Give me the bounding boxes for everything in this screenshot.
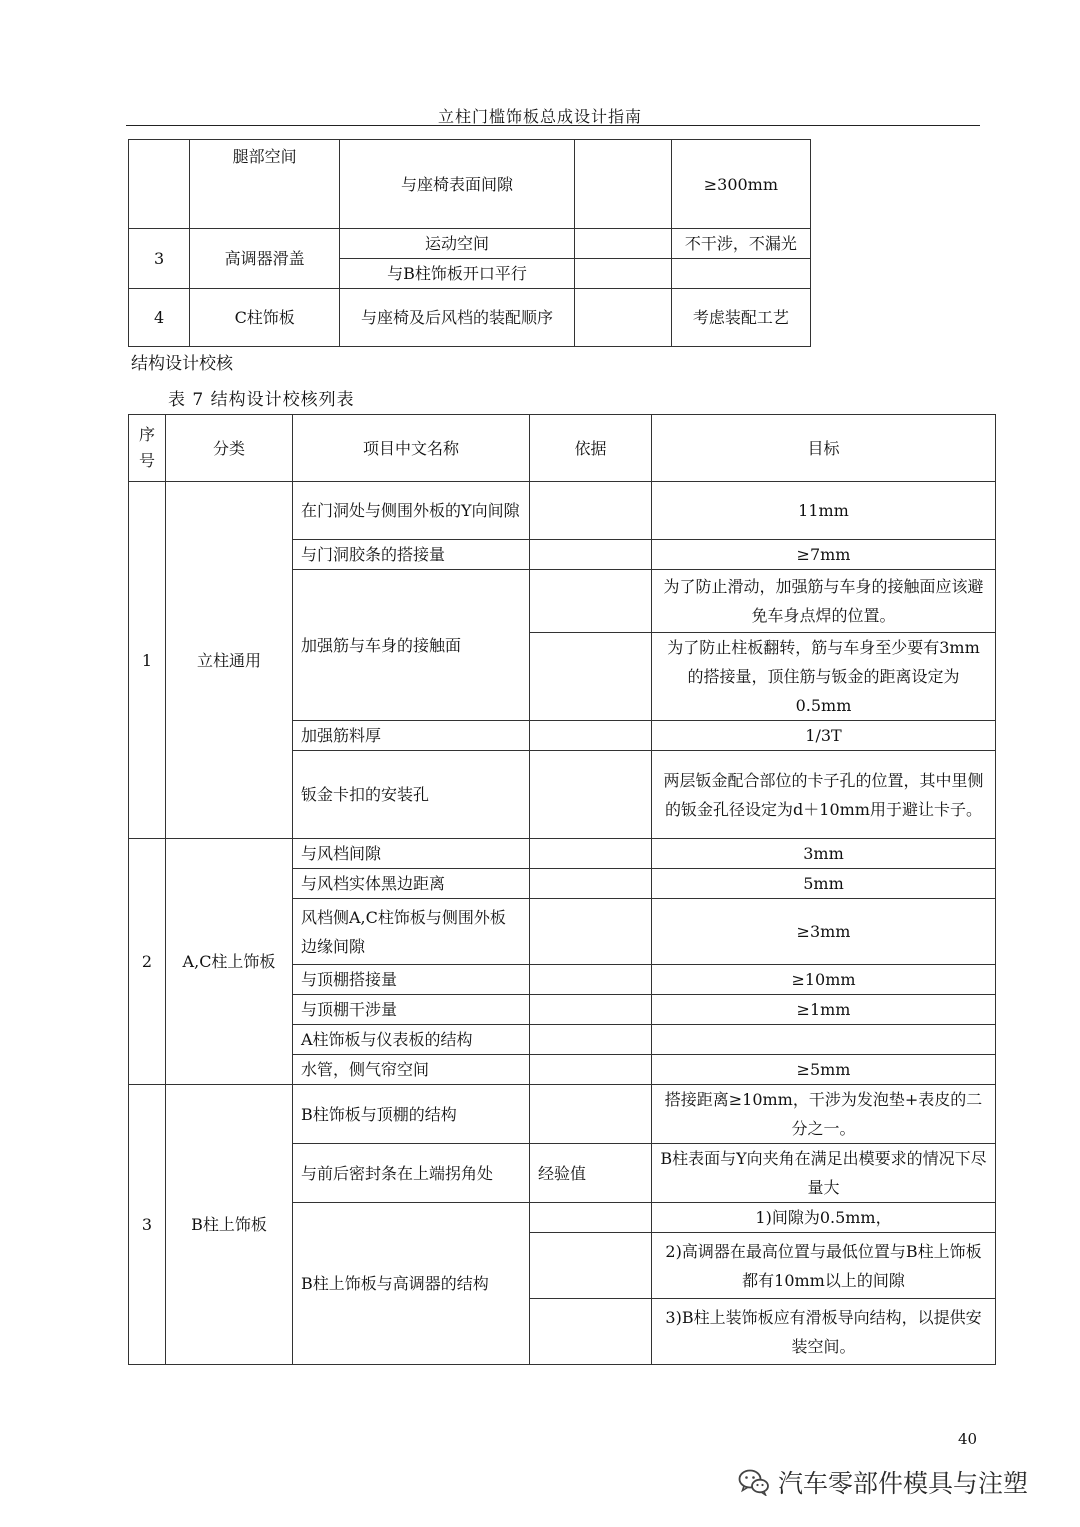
cell-basis [530,899,652,965]
cell-target: 搭接距离≥10mm，干涉为发泡垫+表皮的二分之一。 [652,1085,996,1144]
cell-item: B柱上饰板与高调器的结构 [293,1203,530,1365]
cell-target: 为了防止柱板翻转，筋与车身至少要有3mm的搭接量，顶住筋与钣金的距离设定为0.5mm [652,633,996,721]
cell-basis [530,540,652,570]
cell-basis [530,965,652,995]
cell-target [652,1025,996,1055]
cell-target: ≥5mm [652,1055,996,1085]
cell-target: 3)B柱上装饰板应有滑板导向结构，以提供安装空间。 [652,1299,996,1365]
cell-category: 立柱通用 [166,482,293,839]
cell-basis [530,995,652,1025]
cell-target: 5mm [652,869,996,899]
cell-item: 钣金卡扣的安装孔 [293,751,530,839]
table-caption: 表 7 结构设计校核列表 [168,390,355,410]
table-row [129,1085,996,1144]
cell-no: 4 [129,289,190,347]
cell-basis [530,482,652,540]
cell-category: A,C柱上饰板 [166,839,293,1085]
section-heading: 结构设计校核 [131,354,233,374]
cell-item: B柱饰板与顶棚的结构 [293,1085,530,1144]
cell-item: 与座椅及后风档的装配顺序 [340,289,574,347]
cell-item: 与门洞胶条的搭接量 [293,540,530,570]
cell-target: 1/3T [652,721,996,751]
cell-category: 高调器滑盖 [190,229,340,289]
cell-basis [530,1025,652,1055]
cell-target: 考虑装配工艺 [671,289,810,347]
header-title: 立柱门槛饰板总成设计指南 [437,107,642,126]
header-basis: 依据 [530,415,652,482]
cell-item: 运动空间 [340,229,574,259]
cell-target: ≥10mm [652,965,996,995]
cell-target: 2)高调器在最高位置与最低位置与B柱上饰板都有10mm以上的间隙 [652,1233,996,1299]
table-row [129,482,996,540]
watermark-text: 汽车零部件模具与注塑 [778,1469,1029,1498]
cell-target: ≥7mm [652,540,996,570]
cell-target: ≥1mm [652,995,996,1025]
cell-target: 1)间隙为0.5mm， [652,1203,996,1233]
cell-target: 不干涉，不漏光 [671,229,810,259]
table-row [129,140,811,229]
cell-item: 与风档间隙 [293,839,530,869]
cell-category: C柱饰板 [190,289,340,347]
cell-basis [574,229,671,259]
cell-item: 与B柱饰板开口平行 [340,259,574,289]
cell-target [671,259,810,289]
cell-basis [530,1085,652,1144]
cell-target: 11mm [652,482,996,540]
cell-basis [530,869,652,899]
cell-item: 加强筋料厚 [293,721,530,751]
cell-basis [574,259,671,289]
cell-item: 与风档实体黑边距离 [293,869,530,899]
cell-basis [574,289,671,347]
cell-basis [530,1203,652,1233]
cell-no: 2 [129,839,166,1085]
cell-basis: 经验值 [530,1144,652,1203]
cell-no: 3 [129,1085,166,1365]
cell-target: 为了防止滑动，加强筋与车身的接触面应该避免车身点焊的位置。 [652,570,996,633]
header-item: 项目中文名称 [293,415,530,482]
cell-target: 两层钣金配合部位的卡子孔的位置，其中里侧的钣金孔径设定为d＋10mm用于避让卡子。 [652,751,996,839]
header-category: 分类 [166,415,293,482]
table-header-row [129,415,996,482]
cell-no [129,140,190,229]
cell-item: 在门洞处与侧围外板的Y向间隙 [293,482,530,540]
wechat-icon [738,1468,770,1496]
header-target: 目标 [652,415,996,482]
cell-target: ≥3mm [652,899,996,965]
cell-basis [530,839,652,869]
cell-basis [530,721,652,751]
cell-basis [530,570,652,633]
cell-basis [574,140,671,229]
watermark [738,1464,1028,1500]
cell-basis [530,751,652,839]
cell-category: 腿部空间 [190,140,340,229]
table-structure-check [128,414,996,1365]
cell-item: 与顶棚干涉量 [293,995,530,1025]
header-rule [126,125,980,126]
cell-target: 3mm [652,839,996,869]
cell-no: 3 [129,229,190,289]
table-row [129,289,811,347]
cell-item: 水管，侧气帘空间 [293,1055,530,1085]
header-no: 序号 [129,415,166,482]
cell-target: B柱表面与Y向夹角在满足出模要求的情况下尽量大 [652,1144,996,1203]
cell-item: 风档侧A,C柱饰板与侧围外板边缘间隙 [293,899,530,965]
page-number: 40 [958,1430,978,1448]
cell-basis [530,633,652,721]
cell-category: B柱上饰板 [166,1085,293,1365]
cell-item: 加强筋与车身的接触面 [293,570,530,721]
table-row [129,229,811,259]
cell-item: A柱饰板与仪表板的结构 [293,1025,530,1055]
cell-item: 与前后密封条在上端拐角处 [293,1144,530,1203]
cell-target: ≥300mm [671,140,810,229]
cell-item: 与顶棚搭接量 [293,965,530,995]
table-row [129,839,996,869]
cell-basis [530,1233,652,1299]
cell-basis [530,1055,652,1085]
cell-basis [530,1299,652,1365]
cell-no: 1 [129,482,166,839]
table-continuation [128,139,811,347]
cell-item: 与座椅表面间隙 [340,140,574,229]
